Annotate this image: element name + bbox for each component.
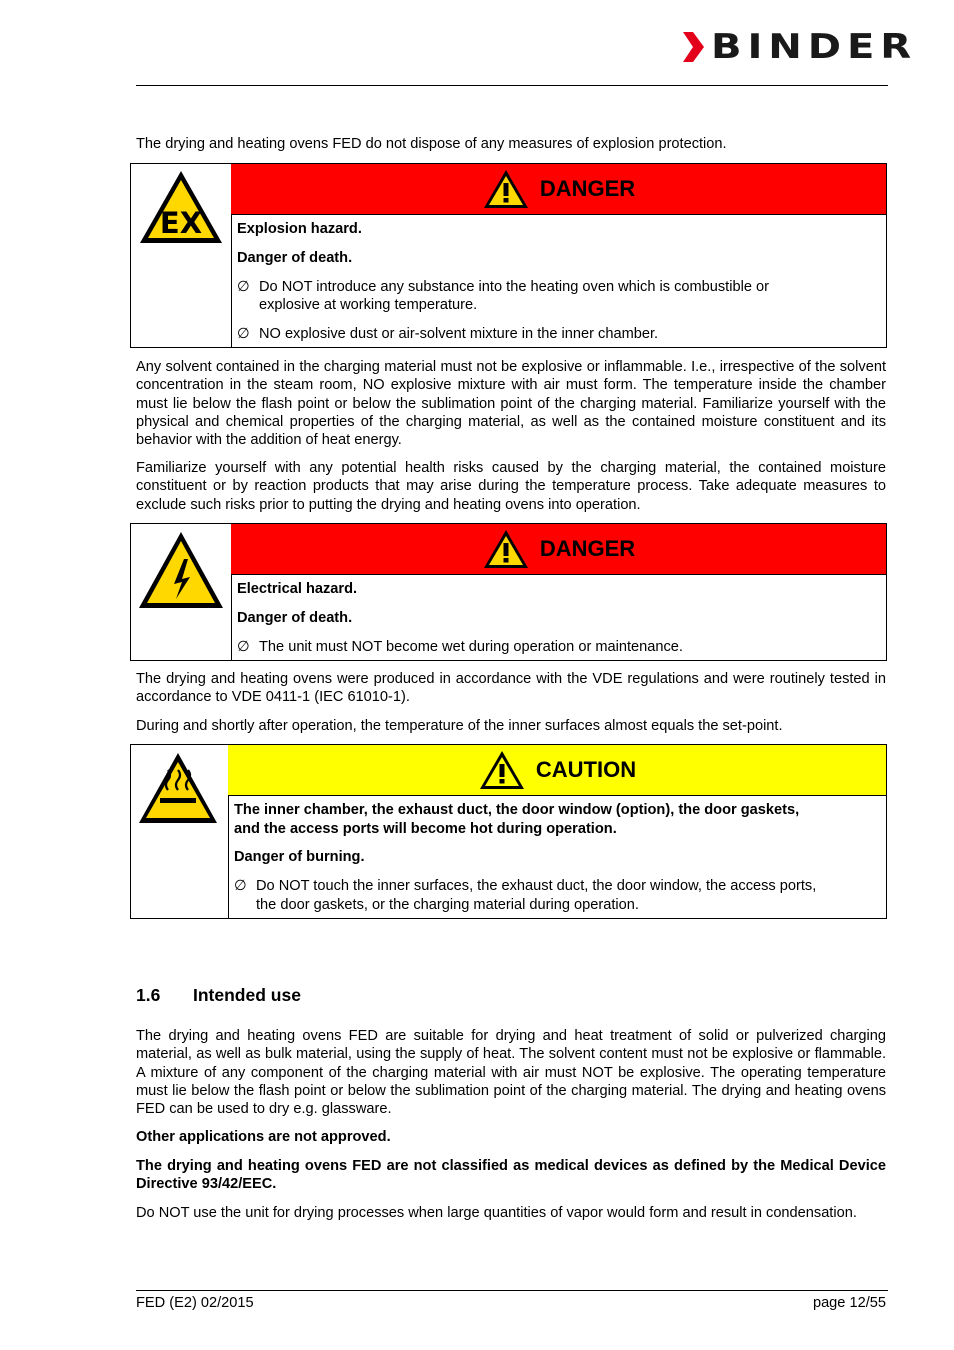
danger-header (231, 164, 886, 215)
paragraph: Familiarize yourself with any potential health risks caused by the charging material, the contained moisture constituent or by reaction products that may arise during the temperature process. Take adequate measures to exclude such risks prior to putting the drying and heating ovens into operation. (136, 460, 886, 513)
svg-text:EX: EX (159, 206, 203, 240)
warning-body (228, 795, 886, 918)
footer-page-number: page 12/55 (812, 1295, 886, 1311)
warning-body (231, 214, 886, 347)
warning-icon-cell (131, 524, 232, 660)
explosion-ex-icon (137, 168, 225, 246)
hot-surface-icon (136, 750, 220, 826)
warning-box-explosion (130, 163, 887, 348)
warning-triangle-icon (482, 168, 530, 210)
prohibition-icon: ∅ (234, 878, 247, 894)
bullet-item-continued: the door gaskets, or the charging material during operation. (256, 897, 639, 913)
binder-logo (683, 27, 918, 67)
logo-arrow-icon (683, 30, 705, 64)
hazard-title: The inner chamber, the exhaust duct, the door window (option), the door gaskets, (234, 802, 800, 818)
bullet-item: Do NOT touch the inner surfaces, the exhaust duct, the door window, the access ports, (256, 878, 817, 894)
warning-box-electrical (130, 523, 887, 661)
paragraph: During and shortly after operation, the temperature of the inner surfaces almost equals the set-point. (136, 718, 783, 734)
electrical-hazard-icon (136, 529, 226, 611)
warning-body (231, 574, 886, 660)
bullet-item: Do NOT introduce any substance into the heating oven which is combustible or (259, 279, 769, 295)
bullet-item: NO explosive dust or air-solvent mixture in the inner chamber. (259, 326, 659, 342)
prohibition-icon: ∅ (237, 639, 250, 655)
paragraph: Do NOT use the unit for drying processes when large quantities of vapor would form and result in condensation. (136, 1205, 857, 1221)
warning-icon-cell (131, 164, 232, 347)
footer-doc-id: FED (E2) 02/2015 (136, 1295, 254, 1311)
footer-rule (136, 1290, 888, 1291)
section-title: Intended use (193, 985, 301, 1005)
header-rule (136, 85, 888, 86)
hazard-title: Electrical hazard. (237, 581, 358, 597)
hazard-consequence: Danger of burning. (234, 849, 365, 865)
warning-box-hot-surface (130, 744, 887, 919)
prohibition-icon: ∅ (237, 326, 250, 342)
bullet-item-continued: explosive at working temperature. (259, 297, 478, 313)
hazard-title: Explosion hazard. (237, 221, 362, 237)
warning-icon-cell (131, 745, 229, 918)
bullet-item: The unit must NOT become wet during operation or maintenance. (259, 639, 683, 655)
section-number: 1.6 (136, 985, 161, 1005)
caution-header (228, 745, 886, 796)
paragraph: The drying and heating ovens FED are suitable for drying and heat treatment of solid or pulverized charging material, as well as bulk material, using the supply of heat. The solvent content must not be explosive or flammable. A mixture of any component of the charging material with air must NOT be explosive. The operating temperature must lie below the flash point or below the sublimation point of the charging material. The drying and heating ovens FED can be used to dry e.g. glassware. (136, 1028, 886, 1118)
intro-text: The drying and heating ovens FED do not dispose of any measures of explosion protection. (136, 136, 727, 152)
paragraph: Any solvent contained in the charging material must not be explosive or inflammable. I.e., irrespective of the solvent concentration in the steam room, NO explosive mixture with air must form. The temperature inside the chamber must lie below the flash point or below the sublimation point of the charging material. Familiarize yourself with the physical and chemical properties of the charging material, as well as the contained moisture constituent and its behavior with the addition of heat energy. (136, 359, 886, 449)
warning-triangle-icon (482, 528, 530, 570)
prohibition-icon: ∅ (237, 279, 250, 295)
hazard-consequence: Danger of death. (237, 250, 353, 266)
hazard-title-continued: and the access ports will become hot during operation. (234, 821, 617, 837)
hazard-consequence: Danger of death. (237, 610, 353, 626)
paragraph-bold: The drying and heating ovens FED are not classified as medical devices as defined by the Medical Device Directive 93/42/EEC. (136, 1158, 886, 1193)
paragraph: The drying and heating ovens were produced in accordance with the VDE regulations and were routinely tested in accordance to VDE 0411-1 (IEC 61010-1). (136, 671, 886, 706)
logo-text: BINDER (711, 27, 918, 67)
danger-header (231, 524, 886, 575)
paragraph-bold: Other applications are not approved. (136, 1129, 391, 1145)
section-heading (136, 985, 301, 1006)
caution-label: CAUTION (535, 757, 637, 782)
warning-triangle-icon (478, 749, 526, 791)
danger-label: DANGER (539, 536, 636, 561)
danger-label: DANGER (539, 176, 636, 201)
